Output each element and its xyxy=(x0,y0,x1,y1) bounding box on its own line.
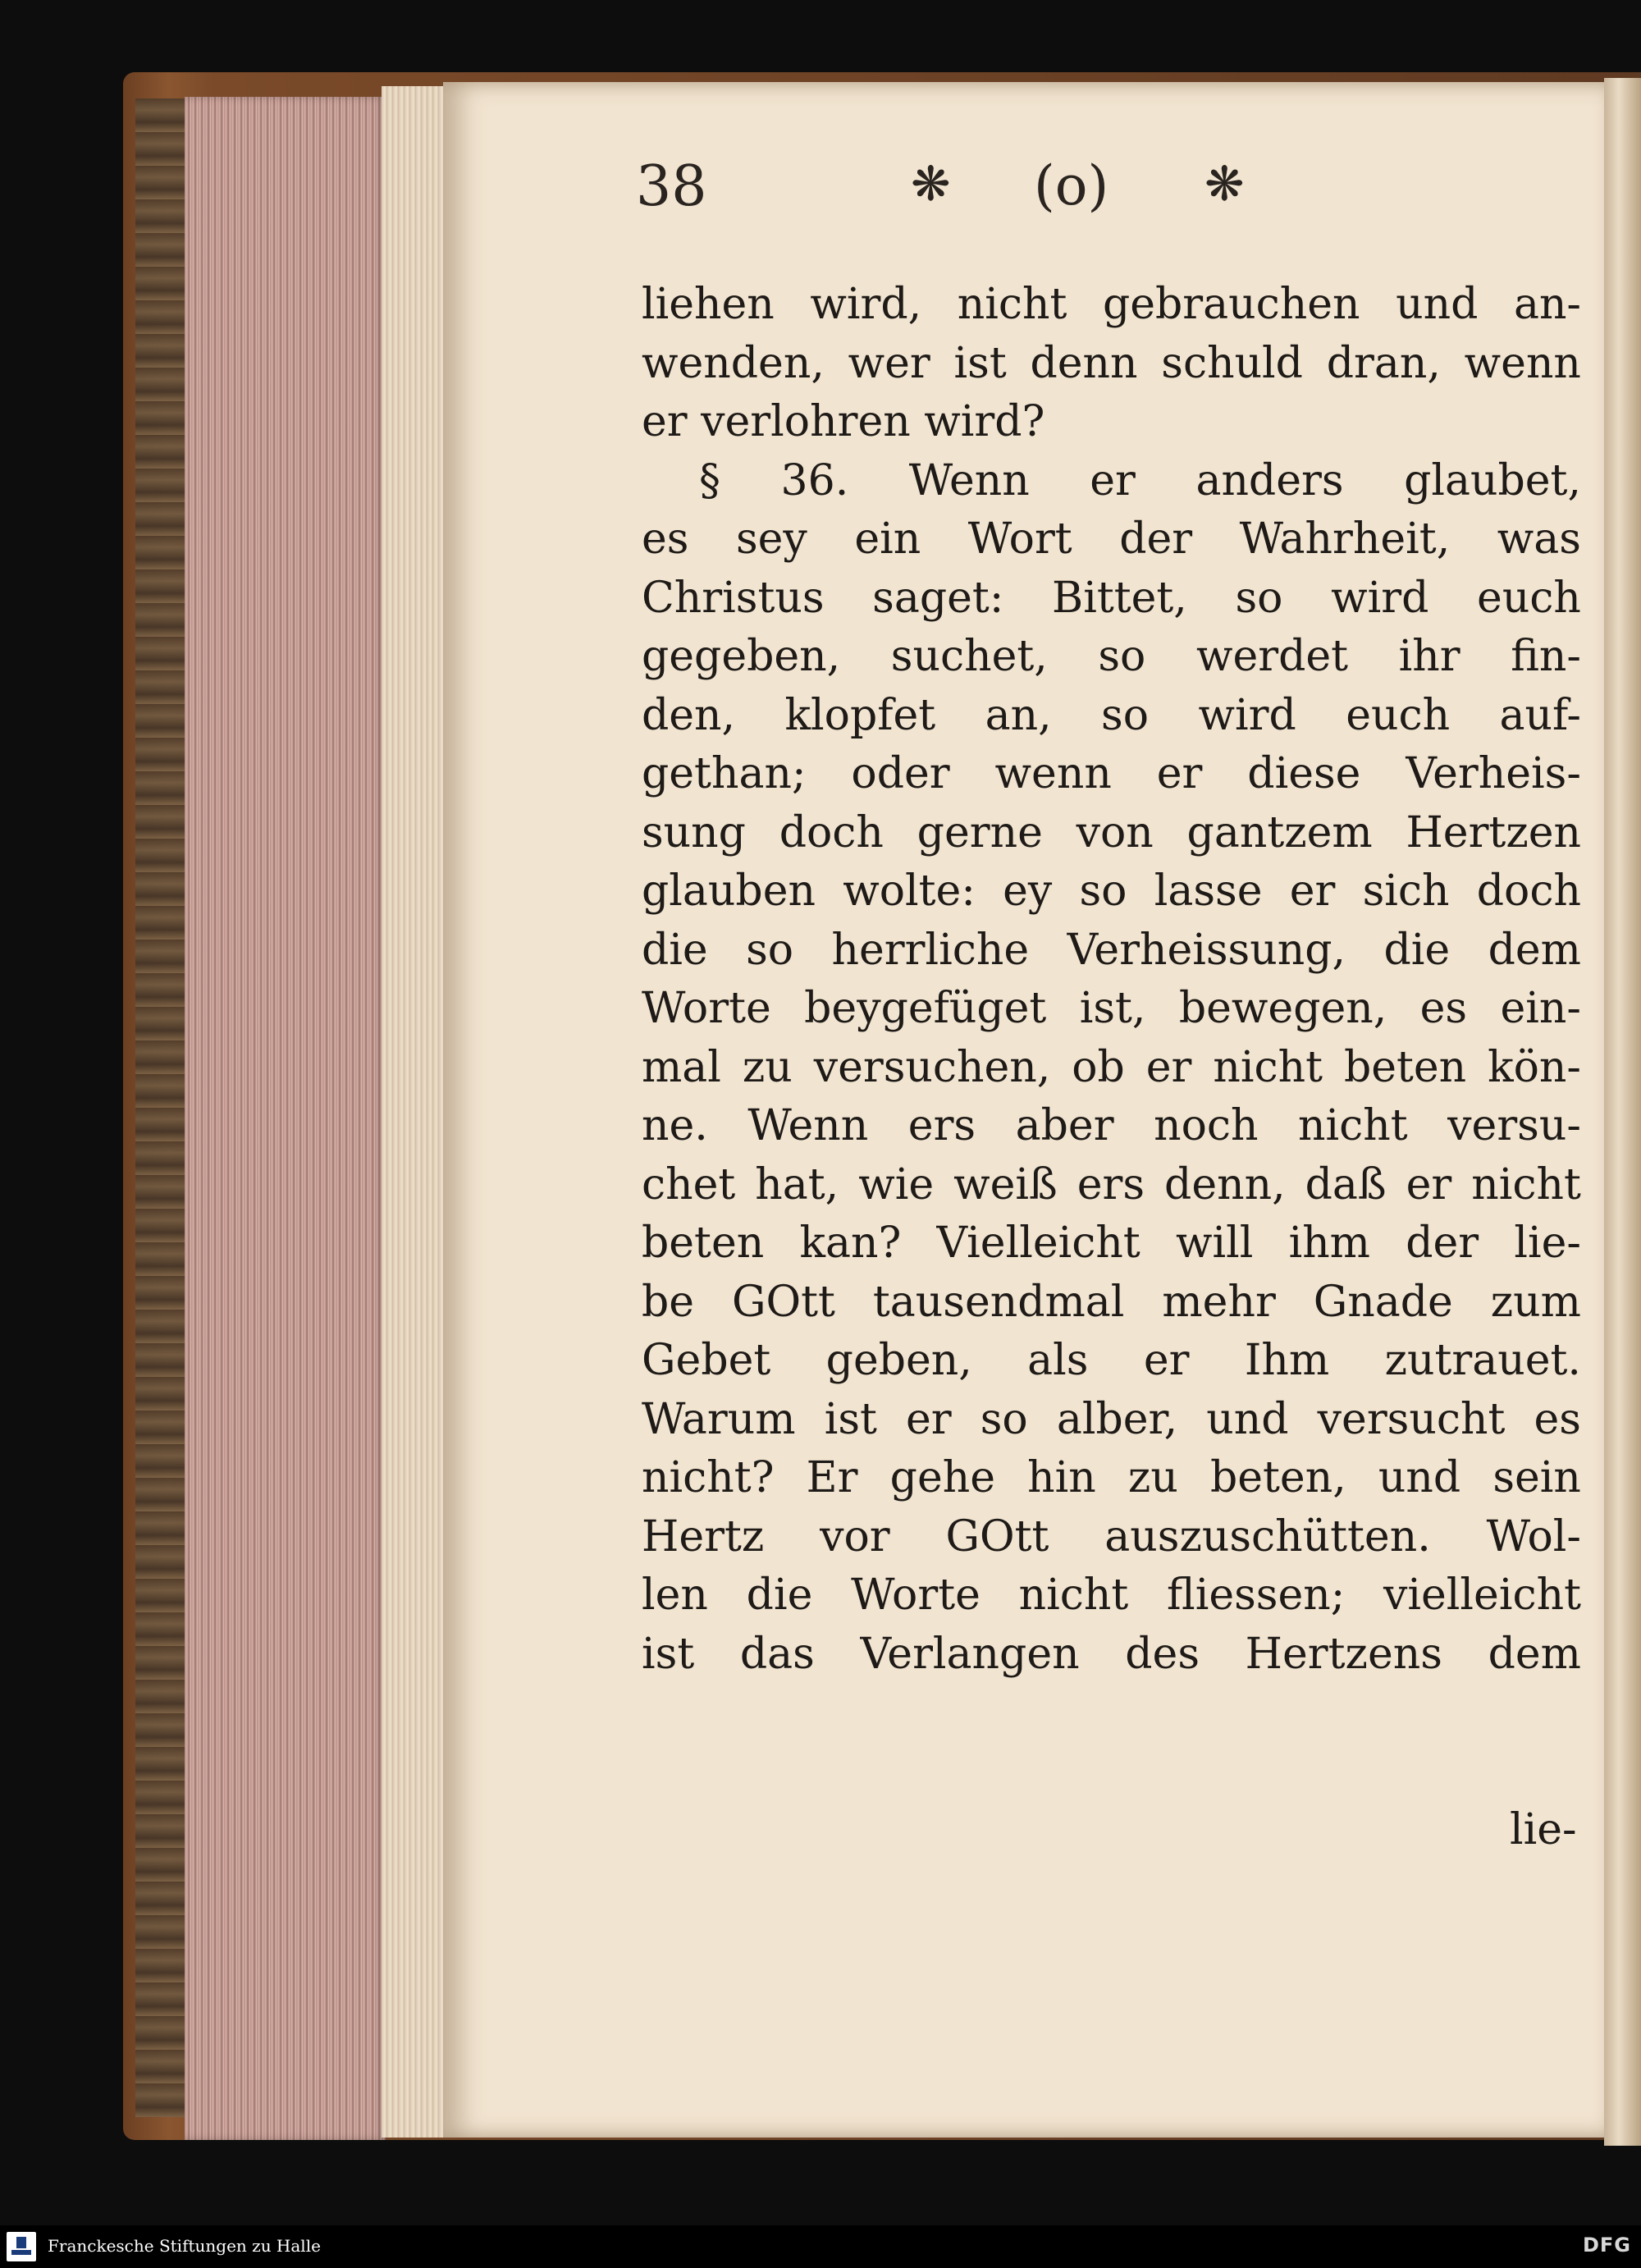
word: saget: xyxy=(872,573,1004,623)
word: von xyxy=(1076,807,1154,857)
word: oder xyxy=(851,749,950,798)
word: er xyxy=(906,1394,952,1444)
word: klopfet xyxy=(784,690,936,740)
word: Verheis- xyxy=(1406,749,1581,798)
word: zu xyxy=(1127,1453,1178,1502)
word: schuld xyxy=(1161,338,1303,388)
word: Wort xyxy=(967,514,1072,564)
word: daß xyxy=(1305,1159,1387,1209)
page-header xyxy=(636,154,1579,228)
word: ist, xyxy=(1079,984,1146,1033)
word: ihm xyxy=(1288,1219,1370,1268)
word: gebrauchen xyxy=(1102,280,1360,329)
word: wird xyxy=(1198,690,1296,740)
word: an- xyxy=(1513,280,1581,329)
word: glaubet, xyxy=(1404,455,1581,505)
text-line xyxy=(642,1449,1581,1508)
word: gethan; xyxy=(642,749,807,798)
ornament-left-icon: ❋ xyxy=(911,156,951,212)
word: mal xyxy=(642,1042,721,1092)
word: Wenn xyxy=(747,1101,869,1150)
word: ihr xyxy=(1398,632,1460,681)
text-line xyxy=(642,1273,1581,1333)
word: ne. xyxy=(642,1101,708,1150)
text-line xyxy=(642,393,1581,452)
word: ist xyxy=(953,338,1007,388)
word: werdet xyxy=(1195,632,1349,681)
text-line xyxy=(642,628,1581,687)
word: gerne xyxy=(916,807,1043,857)
word: ey xyxy=(1003,867,1053,916)
word: ers xyxy=(1076,1159,1145,1209)
institution-logo-icon xyxy=(7,2232,36,2261)
word: sich xyxy=(1362,867,1450,916)
page-edges-inner xyxy=(382,86,447,2138)
word: ers xyxy=(907,1101,976,1150)
word: suchet, xyxy=(890,632,1048,681)
word: doch xyxy=(1476,867,1581,916)
word: beygefüget xyxy=(804,984,1047,1033)
word: Wol- xyxy=(1486,1511,1581,1562)
word: be xyxy=(642,1277,695,1327)
word: will xyxy=(1175,1219,1254,1268)
text-line xyxy=(642,1097,1581,1156)
word: ein xyxy=(854,514,921,564)
text-line xyxy=(642,1566,1581,1626)
word: er xyxy=(1156,749,1203,798)
word: euch xyxy=(1346,690,1451,740)
page-edges xyxy=(185,97,386,2140)
word: nicht xyxy=(1018,1571,1129,1620)
word: es xyxy=(1534,1394,1581,1444)
word: nicht xyxy=(1471,1159,1581,1209)
word: gegeben, xyxy=(642,632,841,681)
word: an, xyxy=(985,690,1052,740)
word: es xyxy=(642,514,689,564)
word: der xyxy=(1119,514,1193,564)
word: Bittet, xyxy=(1051,573,1187,623)
word: er xyxy=(1143,1336,1190,1385)
catchword: lie- xyxy=(1510,1805,1577,1854)
word: und xyxy=(1396,280,1479,329)
word: das xyxy=(739,1629,815,1679)
word: Gnade xyxy=(1313,1277,1453,1327)
body-text xyxy=(642,276,1581,1684)
word: tausendmal xyxy=(872,1277,1125,1327)
word: lasse xyxy=(1154,867,1263,916)
ornament-right-icon: ❋ xyxy=(1204,156,1245,212)
word: 36. xyxy=(780,455,849,505)
word: lie- xyxy=(1514,1219,1581,1268)
word: noch xyxy=(1154,1101,1259,1150)
word: was xyxy=(1497,514,1581,564)
text-line xyxy=(642,1214,1581,1273)
word: gehe xyxy=(889,1453,995,1502)
word: diese xyxy=(1247,749,1361,798)
word: dem xyxy=(1488,1629,1581,1679)
word: versuchen, xyxy=(813,1042,1051,1092)
word: glauben xyxy=(642,867,816,916)
word: so xyxy=(1101,690,1150,740)
institution-name: Franckesche Stiftungen zu Halle xyxy=(48,2236,321,2256)
word: als xyxy=(1027,1336,1089,1385)
word: doch xyxy=(779,807,884,857)
word: so xyxy=(1235,573,1283,623)
text-line xyxy=(642,980,1581,1039)
word: die xyxy=(642,925,708,975)
viewer-footer xyxy=(0,2225,1641,2268)
word: len xyxy=(642,1571,708,1620)
word: er xyxy=(1090,455,1136,505)
word: so xyxy=(1079,867,1127,916)
word: Wahrheit, xyxy=(1239,514,1451,564)
word: Verheissung, xyxy=(1067,925,1346,975)
word: versu- xyxy=(1447,1101,1581,1150)
word: hin xyxy=(1027,1453,1096,1502)
word: versucht xyxy=(1317,1394,1506,1444)
word: denn, xyxy=(1164,1159,1286,1209)
word: Warum xyxy=(642,1394,796,1444)
word: beten, xyxy=(1209,1453,1346,1502)
word: Vielleicht xyxy=(936,1219,1140,1268)
word: Hertzen xyxy=(1406,807,1581,857)
word: wolte: xyxy=(843,867,976,916)
word: herrliche xyxy=(831,925,1030,975)
text-line xyxy=(642,1332,1581,1391)
word: sung xyxy=(642,807,746,857)
word: vielleicht xyxy=(1383,1571,1581,1620)
word: Wenn xyxy=(908,455,1030,505)
word: § xyxy=(699,455,720,505)
word: Worte xyxy=(642,984,771,1033)
word: ist xyxy=(642,1629,695,1679)
word: liehen xyxy=(642,280,775,329)
word: ist xyxy=(824,1394,877,1444)
dfg-logo: DFG xyxy=(1582,2234,1631,2257)
word: er xyxy=(1406,1159,1452,1209)
word: er xyxy=(1145,1042,1192,1092)
word: auf- xyxy=(1499,690,1581,740)
word: wird xyxy=(1331,573,1429,623)
text-line xyxy=(642,1156,1581,1215)
word: zutrauet. xyxy=(1384,1336,1581,1385)
word: nicht xyxy=(1298,1101,1408,1150)
word: mehr xyxy=(1162,1277,1276,1327)
word: weiß xyxy=(953,1159,1058,1209)
text-line xyxy=(642,862,1581,921)
text-line xyxy=(642,1039,1581,1098)
word: wenn xyxy=(994,749,1112,798)
word: gantzem xyxy=(1186,807,1373,857)
word: sein xyxy=(1492,1453,1581,1502)
word: den, xyxy=(642,690,736,740)
text-line xyxy=(642,1508,1581,1567)
word: wer xyxy=(848,338,930,388)
word: sey xyxy=(735,514,807,564)
word: nicht? xyxy=(642,1453,775,1502)
word: auszuschütten. xyxy=(1104,1511,1431,1562)
word: nicht xyxy=(957,280,1067,329)
word: wenden, xyxy=(642,338,825,388)
word: es xyxy=(1419,984,1468,1033)
word: fliessen; xyxy=(1167,1571,1346,1620)
word: geben, xyxy=(825,1336,972,1385)
word: GOtt xyxy=(731,1277,835,1327)
word: wie xyxy=(858,1159,935,1209)
word: dem xyxy=(1488,925,1581,975)
word: die xyxy=(1383,925,1451,975)
word: wird, xyxy=(810,280,922,329)
word: GOtt xyxy=(945,1511,1049,1562)
page-right-edge xyxy=(1604,78,1641,2146)
text-line xyxy=(642,569,1581,629)
word: und xyxy=(1378,1453,1461,1502)
word: Hertzens xyxy=(1245,1629,1442,1679)
word: kan? xyxy=(799,1219,902,1268)
text-line xyxy=(642,1626,1581,1685)
text-line xyxy=(642,921,1581,981)
text-line xyxy=(642,510,1581,569)
word: Gebet xyxy=(642,1336,771,1385)
word: zu xyxy=(742,1042,793,1092)
word: Christus xyxy=(642,573,825,623)
word: hat, xyxy=(755,1159,839,1209)
word: anders xyxy=(1195,455,1344,505)
word: vor xyxy=(820,1511,890,1562)
word: zum xyxy=(1490,1277,1581,1327)
text-line xyxy=(642,452,1581,511)
word: bewegen, xyxy=(1178,984,1387,1033)
word: beten xyxy=(642,1219,765,1268)
text-line xyxy=(642,687,1581,746)
word: so xyxy=(1098,632,1146,681)
word: kön- xyxy=(1488,1042,1581,1092)
word: beten xyxy=(1343,1042,1467,1092)
word: dran, xyxy=(1326,338,1441,388)
word: ob xyxy=(1072,1042,1125,1092)
word: nicht xyxy=(1213,1042,1323,1092)
text-line xyxy=(642,335,1581,394)
word: er xyxy=(1289,867,1336,916)
word: der xyxy=(1406,1219,1479,1268)
word: und xyxy=(1206,1394,1289,1444)
word: fin- xyxy=(1511,632,1581,681)
text-line xyxy=(642,745,1581,804)
text-line xyxy=(642,276,1581,335)
word: Er xyxy=(806,1453,858,1502)
word: euch xyxy=(1477,573,1581,623)
word: aber xyxy=(1015,1101,1114,1150)
word: die xyxy=(746,1571,813,1620)
signature-mark: (o) xyxy=(1034,154,1109,217)
page-number: 38 xyxy=(636,154,707,219)
text-line xyxy=(642,804,1581,863)
line-text: er verlohren wird? xyxy=(642,397,1045,446)
word: chet xyxy=(642,1159,736,1209)
word: so xyxy=(980,1394,1028,1444)
word: Worte xyxy=(851,1571,980,1620)
word: so xyxy=(746,925,794,975)
word: ein- xyxy=(1500,984,1581,1033)
word: Verlangen xyxy=(860,1629,1080,1679)
word: Hertz xyxy=(642,1511,765,1562)
word: wenn xyxy=(1464,338,1581,388)
word: des xyxy=(1125,1629,1200,1679)
text-line xyxy=(642,1391,1581,1450)
word: alber, xyxy=(1056,1394,1178,1444)
word: Ihm xyxy=(1244,1336,1330,1385)
word: denn xyxy=(1030,338,1138,388)
